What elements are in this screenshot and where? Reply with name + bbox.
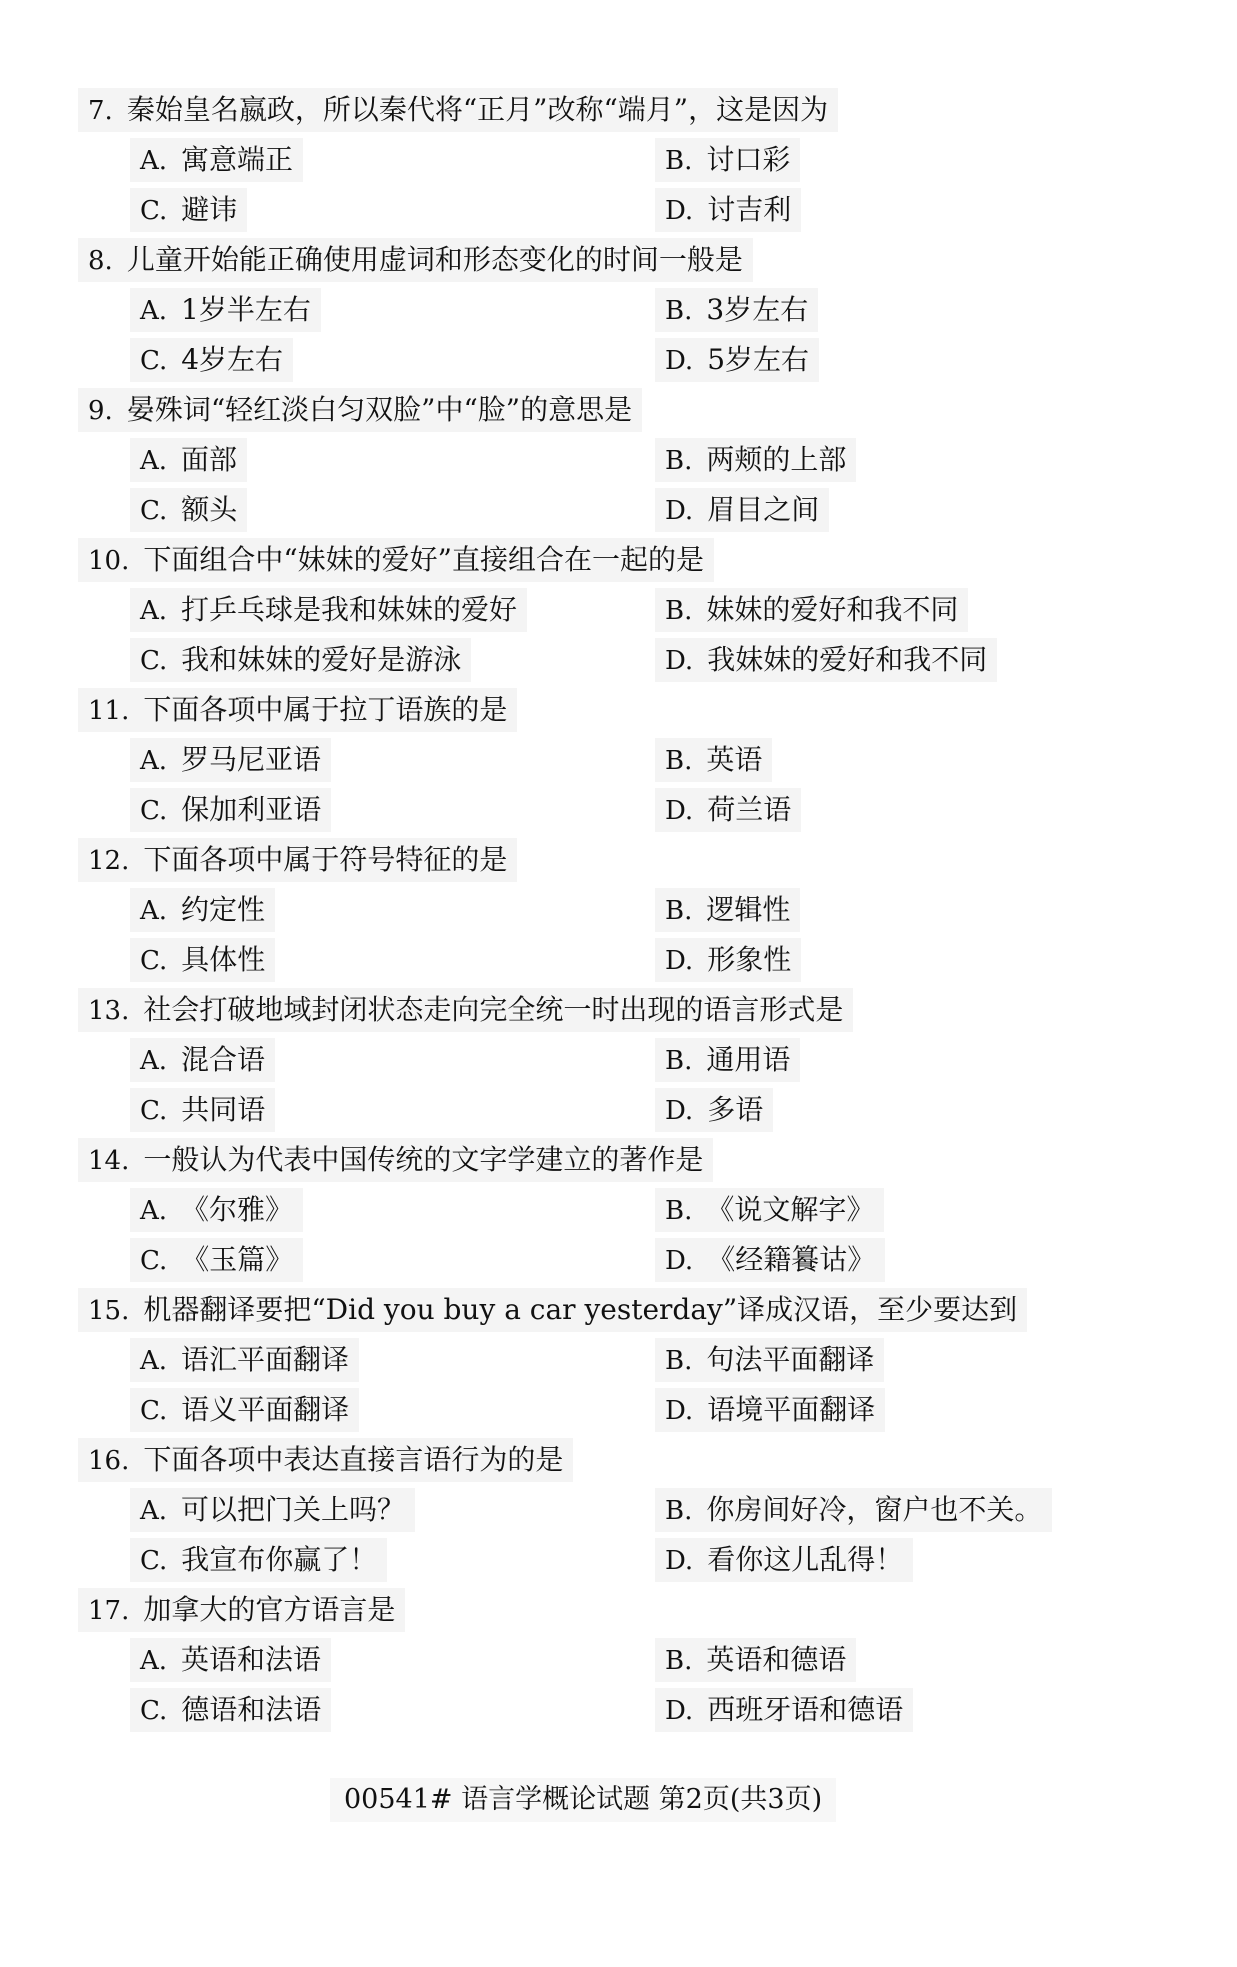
question-text: 加拿大的官方语言是: [143, 1593, 396, 1626]
option-text: 荷兰语: [707, 793, 792, 826]
option-text: 4岁左右: [181, 343, 284, 376]
option-text: 罗马尼亚语: [181, 743, 322, 776]
option-a: [130, 1338, 359, 1382]
option-letter: B.: [665, 1496, 693, 1526]
question-stem: [78, 1138, 713, 1182]
option-d: [655, 1688, 913, 1732]
question-text: 儿童开始能正确使用虚词和形态变化的时间一般是: [126, 243, 743, 276]
option-letter: C.: [140, 1246, 168, 1276]
option-text: 寓意端正: [181, 143, 294, 176]
option-letter: C.: [140, 196, 168, 226]
question-number: 7.: [88, 96, 113, 126]
question-number: 11.: [88, 696, 130, 726]
option-letter: D.: [665, 496, 694, 526]
question-number: 16.: [88, 1446, 130, 1476]
option-letter: A.: [140, 1346, 168, 1376]
option-letter: D.: [665, 1396, 694, 1426]
option-letter: C.: [140, 796, 168, 826]
question-stem: [78, 238, 753, 282]
option-b: [655, 138, 800, 182]
question-number: 8.: [88, 246, 113, 276]
option-letter: A.: [140, 896, 168, 926]
option-c: [130, 788, 331, 832]
option-c: [130, 1538, 387, 1582]
question-text: 一般认为代表中国传统的文字学建立的著作是: [143, 1143, 704, 1176]
option-letter: C.: [140, 1546, 168, 1576]
option-letter: B.: [665, 596, 693, 626]
option-letter: D.: [665, 796, 694, 826]
option-text: 通用语: [706, 1043, 791, 1076]
question-text: 社会打破地域封闭状态走向完全统一时出现的语言形式是: [143, 993, 844, 1026]
question-stem: [78, 688, 517, 732]
option-letter: A.: [140, 446, 168, 476]
option-text: 约定性: [181, 893, 266, 926]
option-letter: A.: [140, 1046, 168, 1076]
option-text: 你房间好冷，窗户也不关。: [706, 1493, 1043, 1526]
option-text: 共同语: [181, 1093, 266, 1126]
option-d: [655, 338, 819, 382]
option-c: [130, 1388, 359, 1432]
question-stem: [78, 1588, 405, 1632]
question-text: 晏殊词“轻红淡白匀双脸”中“脸”的意思是: [126, 393, 633, 426]
option-text: 保加利亚语: [181, 793, 322, 826]
option-text: 3岁左右: [706, 293, 809, 326]
option-a: [130, 1638, 331, 1682]
option-c: [130, 188, 247, 232]
option-text: 逻辑性: [706, 893, 791, 926]
option-d: [655, 1238, 885, 1282]
option-b: [655, 1638, 856, 1682]
option-text: 讨口彩: [706, 143, 791, 176]
option-text: 1岁半左右: [181, 293, 311, 326]
option-letter: B.: [665, 746, 693, 776]
option-a: [130, 138, 303, 182]
question-stem: [78, 988, 853, 1032]
option-text: 我宣布你赢了！: [181, 1543, 378, 1576]
option-d: [655, 788, 801, 832]
option-letter: A.: [140, 596, 168, 626]
option-letter: C.: [140, 946, 168, 976]
option-letter: D.: [665, 196, 694, 226]
option-text: 《经籍籑诂》: [707, 1243, 876, 1276]
option-a: [130, 588, 527, 632]
option-text: 我妹妹的爱好和我不同: [707, 643, 988, 676]
option-letter: D.: [665, 646, 694, 676]
question-number: 12.: [88, 846, 130, 876]
option-b: [655, 888, 800, 932]
option-a: [130, 288, 321, 332]
option-text: 妹妹的爱好和我不同: [706, 593, 959, 626]
option-text: 具体性: [181, 943, 266, 976]
option-letter: C.: [140, 1396, 168, 1426]
option-text: 语义平面翻译: [181, 1393, 350, 1426]
option-d: [655, 1538, 913, 1582]
question-text: 秦始皇名嬴政，所以秦代将“正月”改称“端月”，这是因为: [126, 93, 829, 126]
option-c: [130, 1088, 275, 1132]
option-text: 面部: [181, 443, 238, 476]
option-letter: B.: [665, 1046, 693, 1076]
option-text: 西班牙语和德语: [707, 1693, 904, 1726]
option-a: [130, 1038, 275, 1082]
question-number: 17.: [88, 1596, 130, 1626]
option-letter: D.: [665, 346, 694, 376]
question-stem: [78, 1438, 573, 1482]
option-text: 英语和德语: [706, 1643, 847, 1676]
option-letter: D.: [665, 1096, 694, 1126]
option-b: [655, 288, 818, 332]
option-text: 讨吉利: [707, 193, 792, 226]
option-text: 英语和法语: [181, 1643, 322, 1676]
question-text: 下面各项中表达直接言语行为的是: [143, 1443, 564, 1476]
question-text: 下面各项中属于拉丁语族的是: [143, 693, 508, 726]
option-b: [655, 588, 968, 632]
option-letter: C.: [140, 1696, 168, 1726]
option-letter: B.: [665, 1196, 693, 1226]
question-stem: [78, 1288, 1027, 1332]
option-letter: C.: [140, 646, 168, 676]
option-text: 德语和法语: [181, 1693, 322, 1726]
option-text: 打乒乓球是我和妹妹的爱好: [181, 593, 518, 626]
option-letter: A.: [140, 146, 168, 176]
option-d: [655, 938, 801, 982]
option-text: 英语: [706, 743, 763, 776]
option-text: 额头: [181, 493, 238, 526]
question-number: 15.: [88, 1296, 130, 1326]
option-d: [655, 488, 829, 532]
option-letter: A.: [140, 1496, 168, 1526]
question-text: 下面组合中“妹妹的爱好”直接组合在一起的是: [143, 543, 704, 576]
option-text: 《说文解字》: [706, 1193, 875, 1226]
option-c: [130, 938, 275, 982]
option-text: 眉目之间: [707, 493, 820, 526]
question-stem: [78, 838, 517, 882]
option-letter: C.: [140, 496, 168, 526]
question-stem: [78, 88, 838, 132]
option-letter: B.: [665, 446, 693, 476]
option-d: [655, 1388, 885, 1432]
option-a: [130, 438, 247, 482]
question-number: 13.: [88, 996, 130, 1026]
option-letter: A.: [140, 296, 168, 326]
question-number: 9.: [88, 396, 113, 426]
option-letter: A.: [140, 746, 168, 776]
question-stem: [78, 388, 642, 432]
option-text: 看你这儿乱得！: [707, 1543, 904, 1576]
option-text: 句法平面翻译: [706, 1343, 875, 1376]
option-text: 5岁左右: [707, 343, 810, 376]
option-letter: D.: [665, 946, 694, 976]
option-b: [655, 1038, 800, 1082]
page-footer: 00541# 语言学概论试题 第2页(共3页): [330, 1778, 836, 1822]
option-text: 语境平面翻译: [707, 1393, 876, 1426]
option-letter: A.: [140, 1196, 168, 1226]
option-text: 避讳: [181, 193, 238, 226]
option-a: [130, 1188, 303, 1232]
option-b: [655, 1188, 884, 1232]
option-letter: C.: [140, 346, 168, 376]
option-letter: B.: [665, 296, 693, 326]
option-c: [130, 638, 471, 682]
option-letter: B.: [665, 896, 693, 926]
option-letter: D.: [665, 1246, 694, 1276]
option-letter: D.: [665, 1546, 694, 1576]
option-text: 《玉篇》: [181, 1243, 294, 1276]
option-text: 语汇平面翻译: [181, 1343, 350, 1376]
option-letter: B.: [665, 146, 693, 176]
option-c: [130, 1688, 331, 1732]
option-text: 多语: [707, 1093, 764, 1126]
option-text: 我和妹妹的爱好是游泳: [181, 643, 462, 676]
question-stem: [78, 538, 714, 582]
question-text: 机器翻译要把“Did you buy a car yesterday”译成汉语，至少要达到: [143, 1293, 1018, 1326]
option-a: [130, 738, 331, 782]
option-b: [655, 1488, 1052, 1532]
option-letter: C.: [140, 1096, 168, 1126]
question-text: 下面各项中属于符号特征的是: [143, 843, 508, 876]
option-d: [655, 1088, 773, 1132]
option-text: 形象性: [707, 943, 792, 976]
option-b: [655, 1338, 884, 1382]
option-letter: B.: [665, 1346, 693, 1376]
option-letter: A.: [140, 1646, 168, 1676]
option-b: [655, 438, 856, 482]
option-text: 混合语: [181, 1043, 266, 1076]
option-b: [655, 738, 772, 782]
option-d: [655, 638, 997, 682]
option-letter: B.: [665, 1646, 693, 1676]
option-a: [130, 1488, 415, 1532]
option-text: 可以把门关上吗？: [181, 1493, 406, 1526]
option-letter: D.: [665, 1696, 694, 1726]
option-a: [130, 888, 275, 932]
option-d: [655, 188, 801, 232]
option-c: [130, 488, 247, 532]
option-c: [130, 1238, 303, 1282]
question-number: 10.: [88, 546, 130, 576]
option-text: 两颊的上部: [706, 443, 847, 476]
question-number: 14.: [88, 1146, 130, 1176]
option-c: [130, 338, 293, 382]
option-text: 《尔雅》: [181, 1193, 294, 1226]
